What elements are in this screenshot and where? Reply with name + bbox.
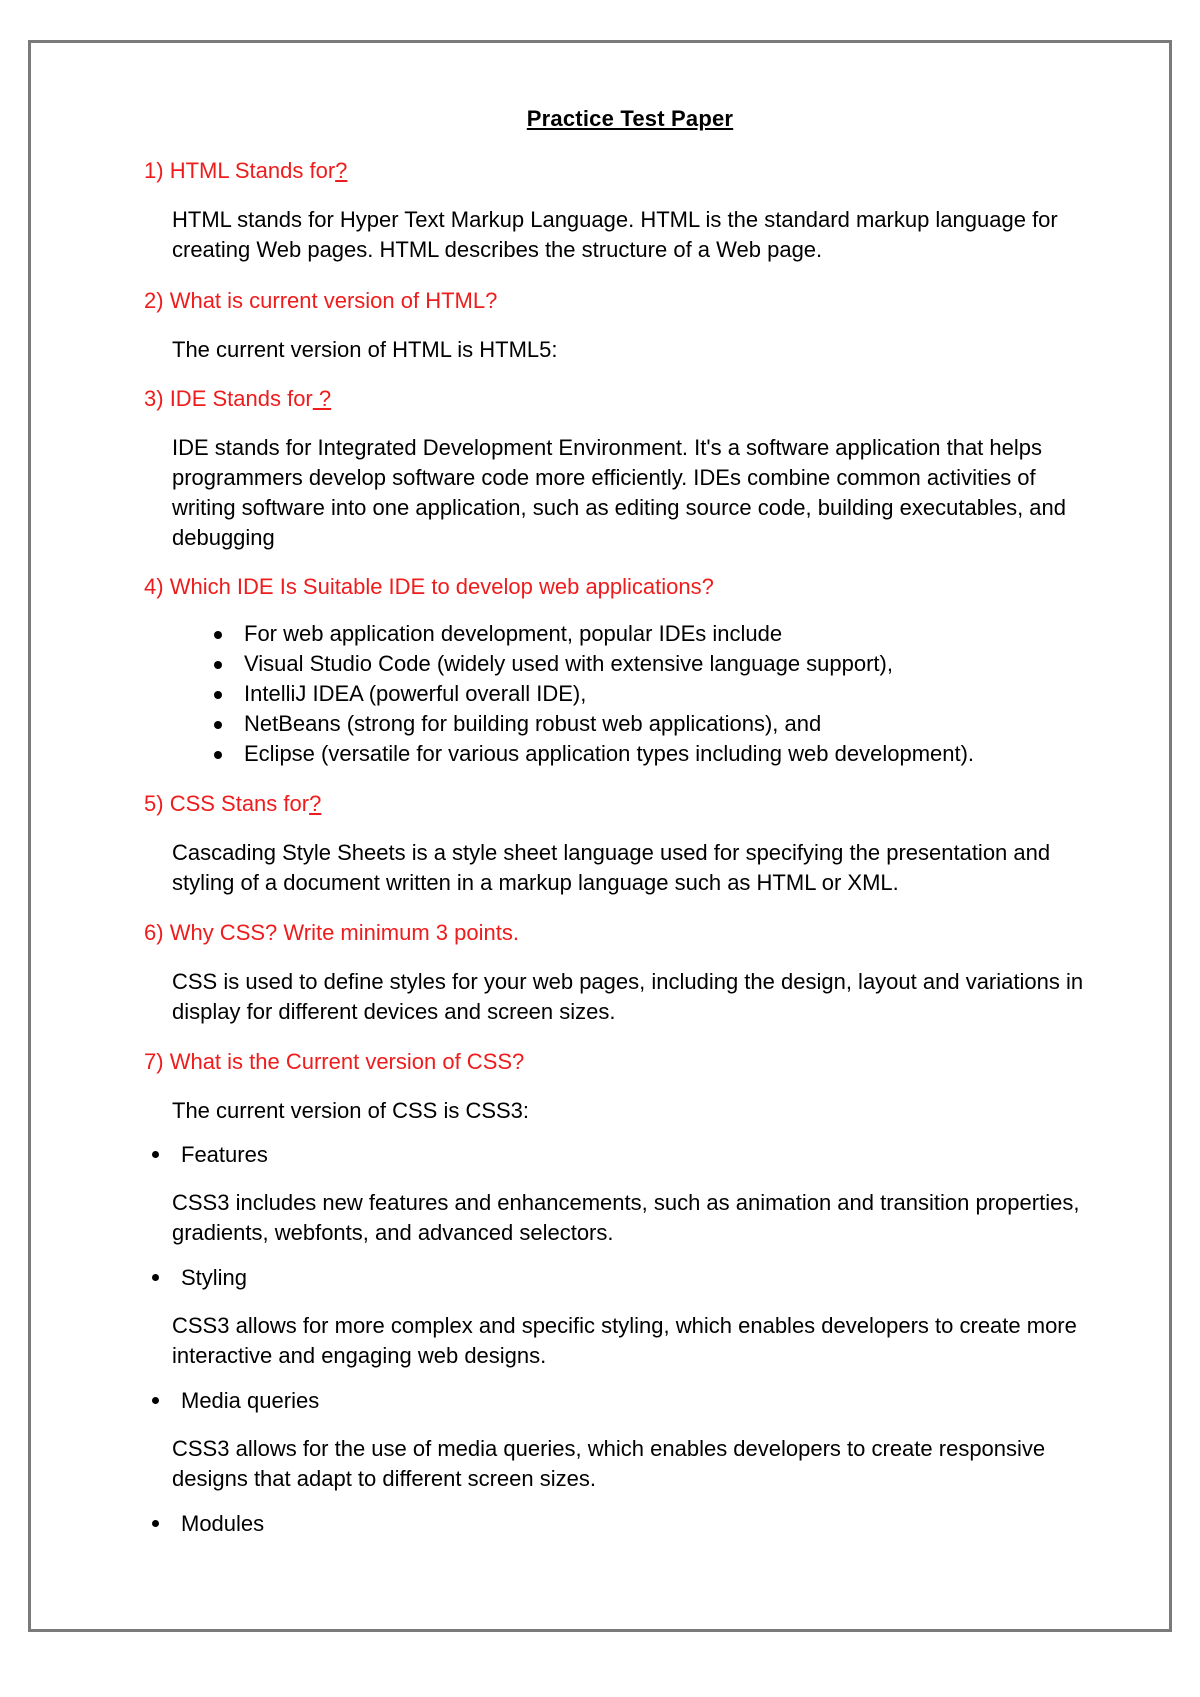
answer-line: CSS is used to define styles for your web pages, including the design, layout and variations in bbox=[172, 969, 1084, 994]
answer-6 bbox=[172, 967, 1172, 1027]
question-number: 7) bbox=[144, 1049, 164, 1074]
answer-line: The current version of HTML is HTML5: bbox=[172, 337, 558, 362]
list-item: Visual Studio Code (widely used with extensive language support), bbox=[210, 649, 974, 679]
question-text: What is current version of HTML? bbox=[169, 288, 498, 313]
answer-line: IDE stands for Integrated Development Environment. It's a software application that helps bbox=[172, 435, 1042, 460]
answer-line: programmers develop software code more efficiently. IDEs combine common activities of bbox=[172, 465, 1036, 490]
list-item: IntelliJ IDEA (powerful overall IDE), bbox=[210, 679, 974, 709]
answer-line: designs that adapt to different screen sizes. bbox=[172, 1466, 596, 1491]
question-number: 6) bbox=[144, 920, 164, 945]
question-text: CSS Stans for bbox=[169, 791, 310, 816]
css3-item-features-desc bbox=[172, 1188, 1172, 1248]
question-suffix: ? bbox=[309, 791, 322, 816]
question-5 bbox=[144, 791, 321, 817]
css3-item-label: Styling bbox=[181, 1265, 248, 1290]
css3-item-label: Media queries bbox=[181, 1388, 320, 1413]
answer-2 bbox=[172, 335, 1172, 365]
answer-line: The current version of CSS is CSS3: bbox=[172, 1098, 530, 1123]
answer-line: Cascading Style Sheets is a style sheet language used for specifying the presentation and bbox=[172, 840, 1051, 865]
question-suffix: ? bbox=[335, 158, 348, 183]
question-number: 4) bbox=[144, 574, 164, 599]
answer-7 bbox=[172, 1096, 1172, 1126]
question-6 bbox=[144, 920, 519, 946]
bullet-icon bbox=[152, 1520, 159, 1527]
ide-list bbox=[210, 619, 974, 769]
question-7 bbox=[144, 1049, 524, 1075]
css3-item-media-queries bbox=[152, 1388, 319, 1414]
answer-line: CSS3 includes new features and enhancements, such as animation and transition properties, bbox=[172, 1190, 1080, 1215]
question-text: Which IDE Is Suitable IDE to develop web applications? bbox=[169, 574, 714, 599]
css3-item-label: Features bbox=[181, 1142, 268, 1167]
answer-line: styling of a document written in a markup language such as HTML or XML. bbox=[172, 870, 899, 895]
question-number: 2) bbox=[144, 288, 164, 313]
question-text: What is the Current version of CSS? bbox=[169, 1049, 525, 1074]
question-number: 3) bbox=[144, 386, 164, 411]
answer-line: interactive and engaging web designs. bbox=[172, 1343, 547, 1368]
css3-item-styling bbox=[152, 1265, 247, 1291]
question-1 bbox=[144, 158, 347, 184]
answer-line: display for different devices and screen sizes. bbox=[172, 999, 616, 1024]
answer-line: writing software into one application, such as editing source code, building executables, and bbox=[172, 495, 1066, 520]
question-number: 1) bbox=[144, 158, 164, 183]
css3-item-modules bbox=[152, 1511, 264, 1537]
list-item: For web application development, popular IDEs include bbox=[210, 619, 974, 649]
answer-line: CSS3 allows for more complex and specific styling, which enables developers to create more bbox=[172, 1313, 1077, 1338]
css3-item-styling-desc bbox=[172, 1311, 1172, 1371]
bullet-icon bbox=[152, 1151, 159, 1158]
list-item: Eclipse (versatile for various application types including web development). bbox=[210, 739, 974, 769]
list-item: NetBeans (strong for building robust web applications), and bbox=[210, 709, 974, 739]
bullet-icon bbox=[152, 1397, 159, 1404]
css3-item-features bbox=[152, 1142, 268, 1168]
answer-line: gradients, webfonts, and advanced selectors. bbox=[172, 1220, 614, 1245]
bullet-icon bbox=[152, 1274, 159, 1281]
answer-line: creating Web pages. HTML describes the structure of a Web page. bbox=[172, 237, 823, 262]
question-text: HTML Stands for bbox=[169, 158, 336, 183]
question-text: Why CSS? Write minimum 3 points. bbox=[169, 920, 519, 945]
question-suffix: ? bbox=[312, 386, 332, 411]
answer-line: HTML stands for Hyper Text Markup Language. HTML is the standard markup language for bbox=[172, 207, 1058, 232]
css3-item-label: Modules bbox=[181, 1511, 265, 1536]
answer-5 bbox=[172, 838, 1172, 898]
question-3 bbox=[144, 386, 331, 412]
answer-1 bbox=[172, 205, 1172, 265]
question-number: 5) bbox=[144, 791, 164, 816]
answer-line: debugging bbox=[172, 525, 275, 550]
question-2 bbox=[144, 288, 497, 314]
question-4 bbox=[144, 574, 714, 600]
question-text: IDE Stands for bbox=[169, 386, 313, 411]
answer-line: CSS3 allows for the use of media queries, which enables developers to create responsive bbox=[172, 1436, 1046, 1461]
css3-item-media-queries-desc bbox=[172, 1434, 1172, 1494]
page-title: Practice Test Paper bbox=[526, 106, 734, 131]
answer-3 bbox=[172, 433, 1172, 553]
